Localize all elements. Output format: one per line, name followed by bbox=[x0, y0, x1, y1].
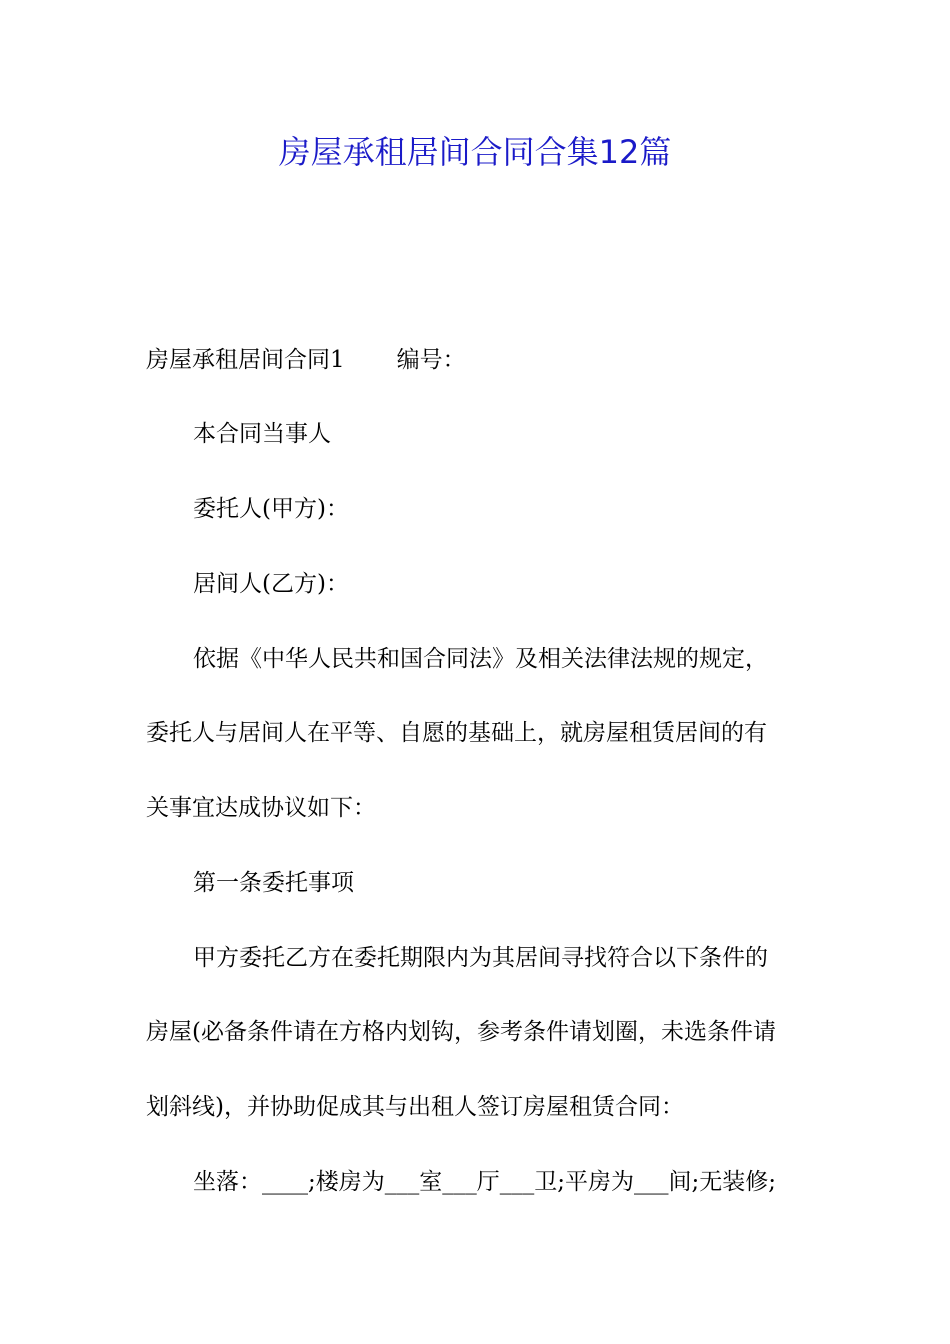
document-title: 房屋承租居间合同合集12篇 bbox=[278, 133, 672, 171]
paragraph-line: 依据《中华人民共和国合同法》及相关法律法规的规定， bbox=[193, 646, 768, 672]
paragraph-line: 房屋(必备条件请在方格内划钩，参考条件请划圈，未选条件请 bbox=[146, 1019, 776, 1045]
paragraph-line: 居间人(乙方)： bbox=[193, 571, 349, 597]
section-heading-row bbox=[146, 343, 466, 377]
paragraph-line: 划斜线)，并协助促成其与出租人签订房屋租赁合同： bbox=[146, 1094, 684, 1120]
paragraph-line: 第一条委托事项 bbox=[193, 870, 354, 896]
paragraph-line: 委托人与居间人在平等、自愿的基础上，就房屋租赁居间的有 bbox=[146, 720, 767, 746]
section-heading: 房屋承租居间合同1 bbox=[146, 347, 345, 373]
paragraph-line: 关事宜达成协议如下： bbox=[146, 795, 376, 821]
paragraph-line: 本合同当事人 bbox=[193, 421, 331, 447]
number-label: 编号： bbox=[396, 347, 466, 373]
paragraph-line: 委托人(甲方)： bbox=[193, 496, 349, 522]
paragraph-line: 坐落：____;楼房为___室___厅___卫;平房为___间;无装修; bbox=[193, 1169, 776, 1195]
paragraph-line: 甲方委托乙方在委托期限内为其居间寻找符合以下条件的 bbox=[193, 945, 768, 971]
